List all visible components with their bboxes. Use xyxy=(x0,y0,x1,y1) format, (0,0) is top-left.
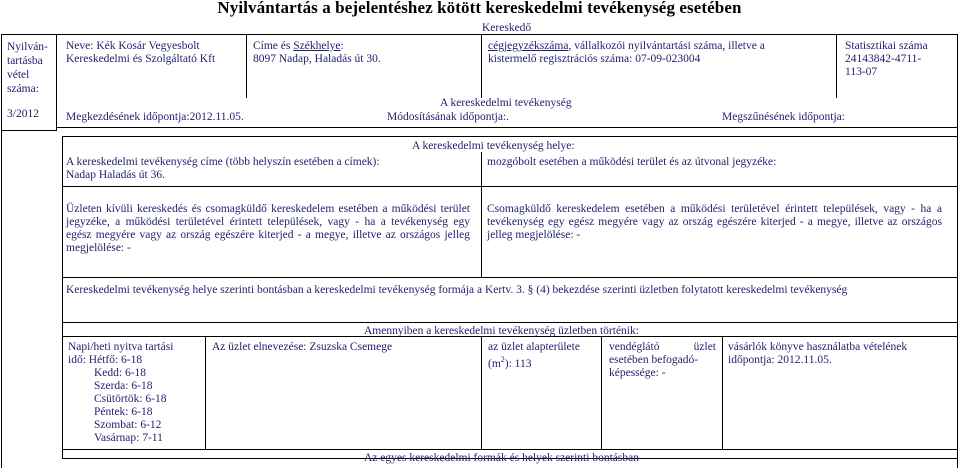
divider-left-col xyxy=(56,34,57,130)
activity-header: A kereskedelmi tevékenység xyxy=(440,97,572,109)
divider-reg-stat xyxy=(836,34,837,98)
footer-text: Az egyes kereskedelmi formák és helyek szerinti bontásban xyxy=(364,452,639,464)
location-address-value: Nadap Haladás út 36. xyxy=(66,169,165,181)
divider-csomag-bottom xyxy=(62,277,958,278)
merchant-name-line1: Neve: Kék Kosár Vegyesbolt xyxy=(66,40,200,52)
statistics-value-line2: 113-07 xyxy=(845,66,878,78)
mobile-shop-label: mozgóbolt esetében a működési terület és az útvonal jegyzéke: xyxy=(487,156,777,168)
divider-forma-bottom xyxy=(62,322,958,323)
shop-header: Amennyiben a kereskedelmi tevékenység üzletben történik: xyxy=(364,325,639,337)
merchant-name-line2: Kereskedelmi és Szolgáltató Kft xyxy=(66,53,216,65)
complaint-book-line2: időpontja: 2012.11.05. xyxy=(728,354,832,366)
table-border-left xyxy=(1,34,2,468)
merchant-header: Kereskedő xyxy=(482,22,532,34)
divider-helye-middle xyxy=(481,152,482,278)
shop-area-value: $(m^2)$: 113 xyxy=(488,355,532,370)
divider-inner-left xyxy=(62,136,63,458)
activity-end-date: Megszűnésének időpontja: xyxy=(722,111,845,123)
statistics-label: Statisztikai száma xyxy=(845,40,928,52)
table-border-right xyxy=(957,34,958,468)
guest-capacity: vendéglátó üzlet esetében befogadó- képessége: - xyxy=(609,341,716,379)
divider-address-reg xyxy=(481,34,482,98)
mail-order-text: Csomagküldő kereskedelem esetében a működési területével érintett települések, vagy - ha a tevékenység egy egész megyére vagy az ország egészére kiterjed - a megye, illetve az országos jelleg megjelölése: - xyxy=(487,203,942,241)
statistics-value-line1: 24143842-4711- xyxy=(845,53,922,65)
merchant-registration-label: cégjegyzékszáma, vállalkozói nyilvántartási száma, illetve a xyxy=(488,40,765,52)
opening-hours: Napi/heti nyitva tartási idő: Hétfő: 6-18 Kedd: 6-18 Szerda: 6-18 Csütörtök: 6-18 Péntek: 6-18 Szombat: 6-12 Vasárnap: 7-11 xyxy=(68,341,174,444)
activity-start-date: Megkezdésének időpontja:2012.11.05. xyxy=(66,111,244,123)
divider-name-address xyxy=(246,34,247,98)
location-header: A kereskedelmi tevékenység helye: xyxy=(412,140,575,152)
complaint-book-line1: vásárlók könyve használatba vételének xyxy=(728,341,908,353)
location-address-label: A kereskedelmi tevékenység címe (több helyszín esetében a címek): xyxy=(66,156,380,168)
divider-activity-bottom xyxy=(56,127,958,128)
shop-name: Az üzlet elnevezése: Zsuzska Csemege xyxy=(212,341,393,353)
trade-form-text: Kereskedelmi tevékenység helye szerinti bontásban a kereskedelmi tevékenység formája a Kertv. 3. § (4) bekezdése szerinti üzletben folytatott kereskedelmi tevékenység xyxy=(66,284,848,296)
merchant-address-value: 8097 Nadap, Haladás út 30. xyxy=(253,53,381,65)
shop-area-label: az üzlet alapterülete xyxy=(488,341,580,353)
divider-helye-top xyxy=(62,136,958,137)
registry-number-label: Nyilván- tartásba vétel száma: xyxy=(7,41,48,95)
page-title: Nyilvántartás a bejelentéshez kötött kereskedelmi tevékenység esetében xyxy=(217,0,742,17)
merchant-address-label: Címe és Székhelye: xyxy=(253,40,344,52)
outside-trade-text: Üzleten kívüli kereskedés és csomagküldő kereskedelem esetében a működési terület jegyzéke, a működési területével érintett települések, vagy - ha a tevékenység egy egész megyére vagy az ország egészére kiterjed - a megye, illetve az országos jelleg megjelölése: - xyxy=(66,203,470,254)
registry-number: 3/2012 xyxy=(7,108,39,120)
table-border-top xyxy=(1,34,958,35)
divider-address-bottom xyxy=(62,186,958,187)
activity-modify-date: Módosításának időpontja:. xyxy=(387,111,510,123)
merchant-registration-value: kistermelő regisztrációs száma: 07-09-023004 xyxy=(488,53,701,65)
divider-footer-top xyxy=(62,449,958,450)
